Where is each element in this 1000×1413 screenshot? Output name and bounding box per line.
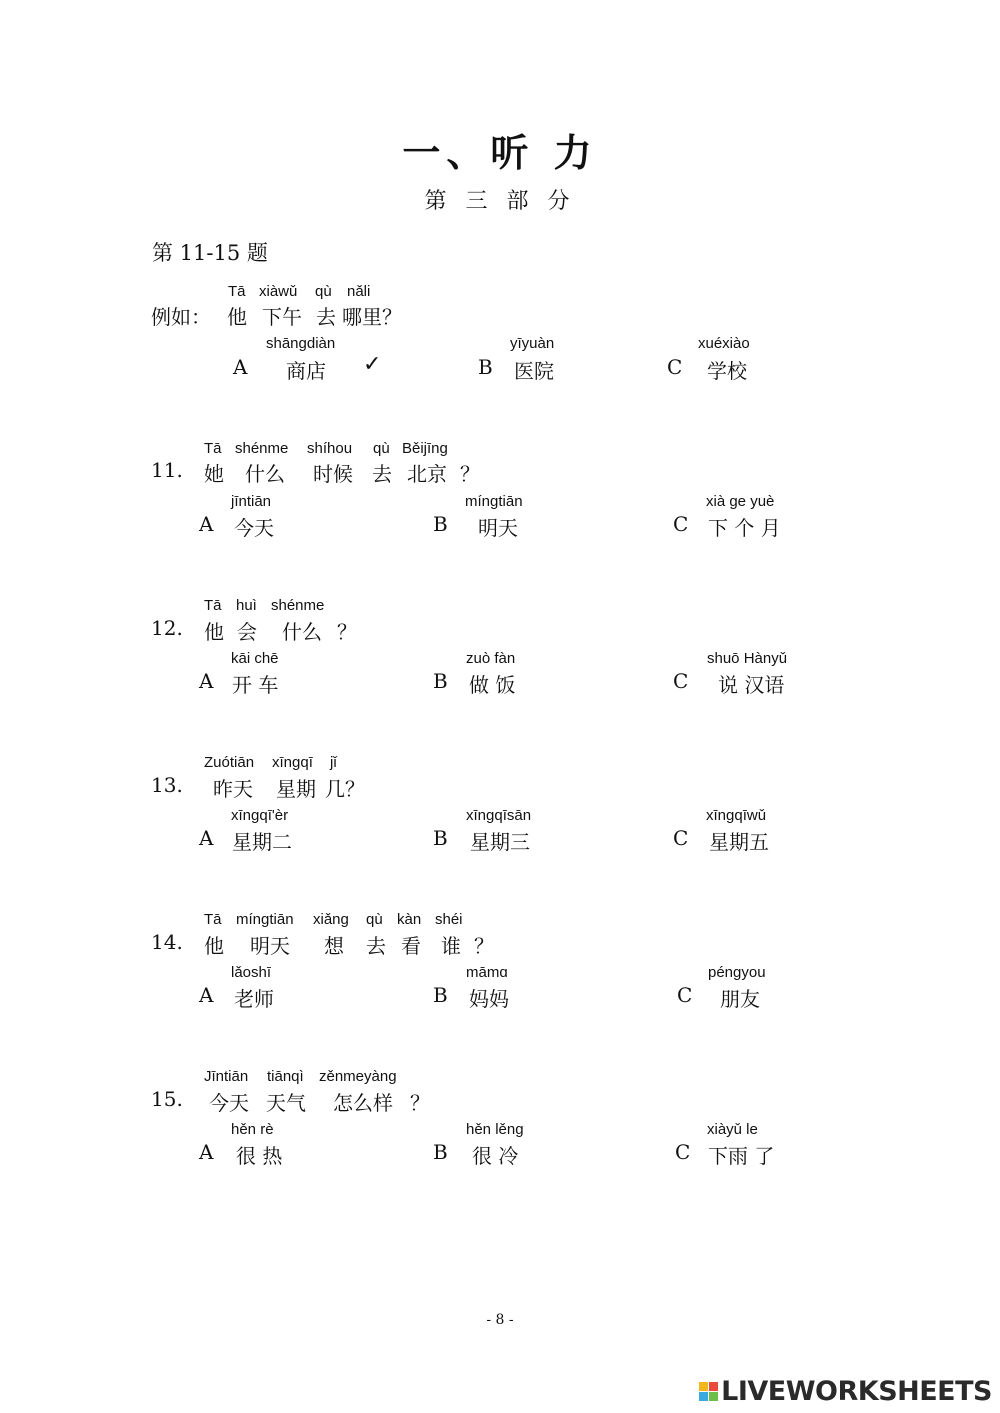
option-pinyin: hěn rè bbox=[231, 1121, 274, 1138]
hanzi: 星期 bbox=[276, 777, 316, 801]
option-letter: B bbox=[433, 826, 448, 850]
option-pinyin: péngyou bbox=[708, 964, 766, 981]
option-letter: C bbox=[667, 355, 683, 379]
pinyin: shíhou bbox=[307, 440, 353, 457]
hanzi: 去 bbox=[366, 934, 386, 958]
option-letter: C bbox=[673, 512, 689, 536]
pinyin: Tā bbox=[204, 597, 222, 614]
hanzi: 谁 bbox=[441, 934, 461, 958]
logo-square bbox=[709, 1392, 718, 1401]
logo-square bbox=[709, 1382, 718, 1391]
option-letter: A bbox=[233, 355, 248, 379]
pinyin: xīngqī bbox=[272, 754, 313, 771]
option-letter: B bbox=[433, 669, 448, 693]
pinyin: Zuótiān bbox=[204, 754, 255, 771]
option-pinyin: xīngqī'èr bbox=[231, 807, 289, 824]
hanzi: 去 bbox=[372, 462, 392, 486]
hanzi: 今天 bbox=[209, 1091, 249, 1115]
option-hanzi: 说 汉语 bbox=[718, 673, 785, 697]
option-hanzi: 开 车 bbox=[232, 673, 279, 697]
option-letter: B bbox=[478, 355, 493, 379]
pinyin: Tā bbox=[228, 283, 246, 300]
hanzi: 他 bbox=[227, 305, 247, 329]
hanzi: 看 bbox=[401, 934, 421, 958]
option-hanzi: 明天 bbox=[478, 516, 518, 540]
pinyin: qù bbox=[366, 911, 383, 928]
hanzi: 明天 bbox=[250, 934, 290, 958]
pinyin: Tā bbox=[204, 440, 222, 457]
pinyin: xiǎng bbox=[313, 911, 349, 928]
pinyin: Tā bbox=[204, 911, 222, 928]
option-letter: C bbox=[677, 983, 693, 1007]
option-letter: A bbox=[199, 669, 214, 693]
hanzi: ？ bbox=[474, 934, 494, 958]
option-letter: B bbox=[433, 983, 448, 1007]
hanzi: 想 bbox=[324, 934, 344, 958]
section-label: 第 11-15 题 bbox=[152, 241, 268, 265]
option-hanzi: 商店 bbox=[286, 359, 326, 383]
option-hanzi: 做 饭 bbox=[469, 673, 516, 697]
hanzi: 时候 bbox=[313, 462, 353, 486]
pinyin: tiānqì bbox=[267, 1068, 304, 1085]
question-number: 12. bbox=[151, 616, 183, 640]
hanzi: ？ bbox=[460, 462, 480, 486]
pinyin: zěnmeyàng bbox=[319, 1068, 397, 1085]
option-pinyin: zuò fàn bbox=[466, 650, 516, 667]
example-label: 例如： bbox=[151, 305, 211, 329]
hanzi: 她 bbox=[204, 462, 224, 486]
pinyin: nǎli bbox=[347, 283, 371, 300]
option-letter: C bbox=[673, 669, 689, 693]
option-hanzi: 妈妈 bbox=[469, 987, 509, 1011]
question-number: 13. bbox=[151, 773, 183, 797]
option-pinyin: xuéxiào bbox=[698, 335, 750, 352]
option-letter: A bbox=[199, 826, 214, 850]
option-hanzi: 星期二 bbox=[232, 830, 292, 854]
option-letter: A bbox=[199, 512, 214, 536]
option-hanzi: 很 热 bbox=[236, 1144, 283, 1168]
liveworksheets-logo[interactable] bbox=[699, 1376, 992, 1407]
option-hanzi: 星期三 bbox=[470, 830, 530, 854]
option-letter: B bbox=[433, 512, 448, 536]
option-pinyin: shāngdiàn bbox=[266, 335, 336, 352]
option-pinyin: māmɑ bbox=[466, 964, 508, 981]
hanzi: ？ bbox=[410, 1091, 430, 1115]
pinyin: xiàwǔ bbox=[259, 283, 298, 300]
option-letter: A bbox=[199, 983, 214, 1007]
option-hanzi: 下 个 月 bbox=[708, 516, 781, 540]
page-number: - 8 - bbox=[486, 1312, 514, 1328]
hanzi: 天气 bbox=[266, 1091, 306, 1115]
option-hanzi: 医院 bbox=[514, 359, 554, 383]
page-title: 一、听 力 bbox=[402, 131, 598, 175]
option-hanzi: 学校 bbox=[707, 359, 747, 383]
hanzi: 什么 bbox=[282, 620, 322, 644]
option-pinyin: jīntiān bbox=[231, 493, 272, 510]
hanzi: 北京 bbox=[407, 462, 447, 486]
option-hanzi: 朋友 bbox=[720, 987, 760, 1011]
pinyin: qù bbox=[315, 283, 332, 300]
pinyin: jǐ bbox=[330, 754, 337, 771]
question-number: 11. bbox=[151, 458, 183, 482]
option-pinyin: xià ge yuè bbox=[706, 493, 775, 510]
pinyin: Běijīng bbox=[402, 440, 448, 457]
option-hanzi: 下雨 了 bbox=[708, 1144, 775, 1168]
pinyin: míngtiān bbox=[236, 911, 294, 928]
logo-text: LIVEWORKSHEETS bbox=[721, 1376, 992, 1407]
option-pinyin: hěn lěng bbox=[466, 1121, 524, 1138]
option-hanzi: 很 冷 bbox=[472, 1144, 519, 1168]
logo-squares-icon bbox=[699, 1382, 718, 1401]
option-letter: C bbox=[673, 826, 689, 850]
hanzi: 昨天 bbox=[213, 777, 253, 801]
question-number: 15. bbox=[151, 1087, 183, 1111]
option-pinyin: shuō Hànyǔ bbox=[707, 650, 788, 667]
option-letter: A bbox=[199, 1140, 214, 1164]
option-pinyin: yīyuàn bbox=[510, 335, 555, 352]
option-pinyin: míngtiān bbox=[465, 493, 523, 510]
option-pinyin: xīngqīwǔ bbox=[706, 807, 767, 824]
hanzi: 会 bbox=[237, 620, 257, 644]
part-subtitle: 第 三 部 分 bbox=[424, 189, 576, 214]
option-letter: C bbox=[675, 1140, 691, 1164]
pinyin: shéi bbox=[435, 911, 463, 928]
hanzi: 他 bbox=[204, 620, 224, 644]
hanzi: 几？ bbox=[325, 777, 365, 801]
question-number: 14. bbox=[151, 930, 183, 954]
pinyin: qù bbox=[373, 440, 390, 457]
pinyin: huì bbox=[236, 597, 257, 614]
hanzi: 去 bbox=[316, 305, 336, 329]
option-hanzi: 老师 bbox=[234, 987, 274, 1011]
option-hanzi: 星期五 bbox=[709, 830, 769, 854]
option-pinyin: xīngqīsān bbox=[466, 807, 532, 824]
hanzi: 哪里？ bbox=[342, 305, 402, 329]
check-mark-icon: ✓ bbox=[363, 352, 382, 377]
hanzi: ？ bbox=[337, 620, 357, 644]
hanzi: 他 bbox=[204, 934, 224, 958]
option-letter: B bbox=[433, 1140, 448, 1164]
option-pinyin: xiàyǔ le bbox=[707, 1121, 758, 1138]
hanzi: 怎么样 bbox=[333, 1091, 393, 1115]
option-pinyin: lǎoshī bbox=[231, 964, 272, 981]
pinyin: shénme bbox=[271, 597, 325, 614]
logo-square bbox=[699, 1392, 708, 1401]
pinyin: kàn bbox=[397, 911, 422, 928]
option-hanzi: 今天 bbox=[234, 516, 274, 540]
hanzi: 什么 bbox=[245, 462, 285, 486]
pinyin: Jīntiān bbox=[204, 1068, 249, 1085]
option-pinyin: kāi chē bbox=[231, 650, 279, 667]
hanzi: 下午 bbox=[262, 305, 302, 329]
pinyin: shénme bbox=[235, 440, 289, 457]
logo-square bbox=[699, 1382, 708, 1391]
